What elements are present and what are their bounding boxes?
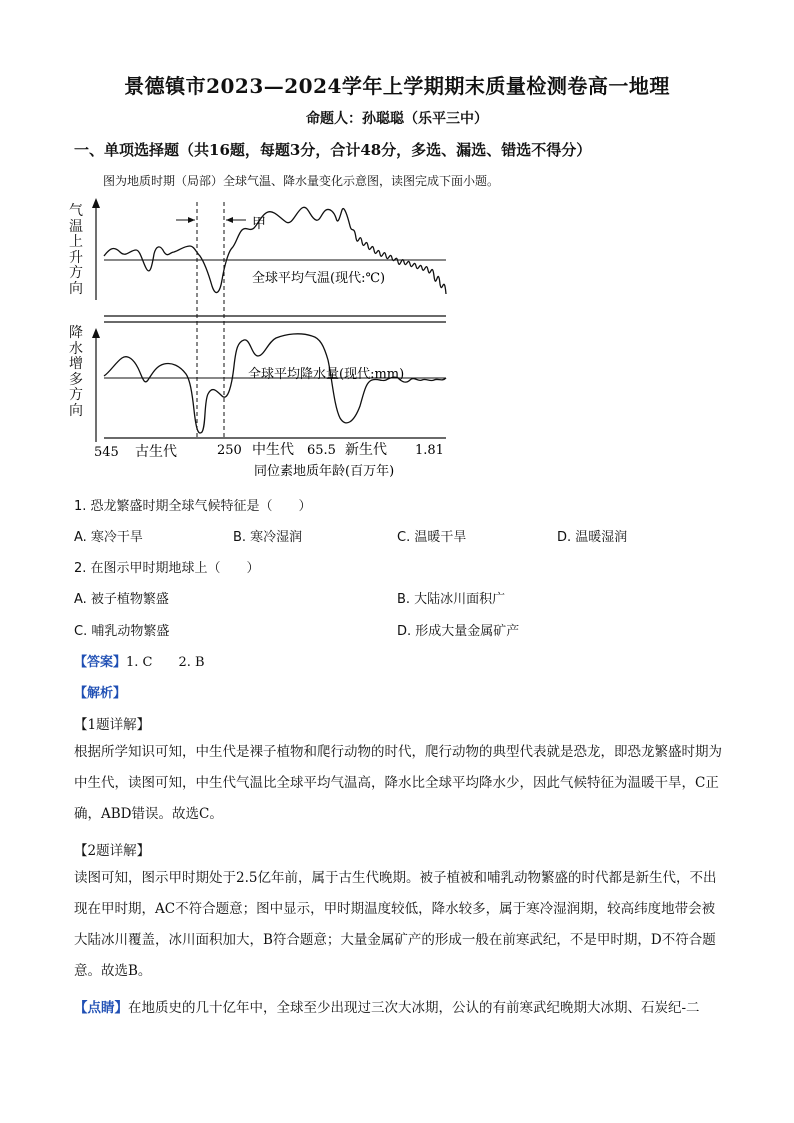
detail-2-label: 【2题详解】	[74, 843, 151, 859]
question-2-option-c[interactable]: C. 哺乳动物繁盛	[74, 624, 170, 639]
detail-1-label: 【1题详解】	[74, 717, 151, 733]
tip-paragraph	[74, 993, 722, 1024]
precip-axis-arrow	[92, 328, 100, 338]
era-label-mesozoic: 中生代	[252, 442, 294, 458]
question-1-option-c[interactable]: C. 温暖干旱	[397, 530, 467, 545]
section-heading: 一、单项选择题（共16题，每题3分，合计48分，多选、漏选、错选不得分）	[74, 141, 592, 159]
question-2-option-a[interactable]: A. 被子植物繁盛	[74, 592, 169, 607]
tip-text: 在地质史的几十亿年中，全球至少出现过三次大冰期，公认的有前寒武纪晚期大冰期、石炭纪-二	[128, 1000, 700, 1016]
tick-1-81: 1.81	[415, 443, 444, 458]
page-title: 景德镇市2023—2024学年上学期期末质量检测卷高一地理	[124, 74, 670, 98]
period-arrow-right-head	[226, 217, 233, 223]
period-marker-jia: 甲	[252, 216, 266, 232]
question-2-option-b[interactable]: B. 大陆冰川面积广	[397, 592, 506, 607]
figure-intro: 图为地质时期（局部）全球气温、降水量变化示意图，读图完成下面小题。	[103, 174, 500, 188]
climate-figure	[64, 196, 464, 486]
precip-line-label: 全球平均降水量(现代:mm)	[248, 367, 405, 382]
question-1-option-a[interactable]: A. 寒冷干旱	[74, 530, 143, 545]
question-2-option-d[interactable]: D. 形成大量金属矿产	[397, 624, 520, 639]
x-axis-label: 同位素地质年龄(百万年)	[254, 464, 395, 479]
precipitation-curve	[104, 334, 446, 433]
analysis-label: 【解析】	[74, 686, 127, 701]
tick-250: 250	[217, 443, 242, 458]
question-1-option-d[interactable]: D. 温暖湿润	[557, 530, 628, 545]
answer-text: 1. C 2. B	[126, 655, 205, 670]
temp-line-label: 全球平均气温(现代:℃)	[252, 271, 386, 286]
question-1-stem: 1. 恐龙繁盛时期全球气候特征是（ ）	[74, 499, 312, 514]
question-1-option-b[interactable]: B. 寒冷湿润	[233, 530, 303, 545]
period-arrow-left-head	[188, 217, 195, 223]
author-line: 命题人：孙聪聪（乐平三中）	[306, 111, 488, 127]
answer-label: 【答案】	[74, 655, 127, 670]
tick-545: 545	[94, 445, 119, 460]
tip-label: 【点睛】	[74, 1000, 128, 1016]
era-label-cenozoic: 新生代	[345, 442, 387, 458]
temp-axis-label: 气温上升方向	[69, 203, 83, 297]
precip-axis-label: 降水增多方向	[69, 325, 83, 419]
detail-1-text: 根据所学知识可知，中生代是裸子植物和爬行动物的时代，爬行动物的典型代表就是恐龙，即恐龙繁盛时期为中生代，读图可知，中生代气温比全球平均气温高，降水比全球平均降水少，因此气候特征为温暖干旱，C正确，ABD错误。故选C。	[74, 744, 722, 822]
question-2-stem: 2. 在图示甲时期地球上（ ）	[74, 561, 260, 576]
tick-65-5: 65.5	[307, 443, 336, 458]
temp-axis-arrow	[92, 198, 100, 208]
answer-line	[74, 651, 205, 670]
era-label-paleozoic: 古生代	[135, 444, 177, 460]
detail-2-text: 读图可知，图示甲时期处于2.5亿年前，属于古生代晚期。被子植被和哺乳动物繁盛的时代都是新生代，不出现在甲时期，AC不符合题意；图中显示，甲时期温度较低，降水较多，属于寒冷湿润期，较高纬度地带会被大陆冰川覆盖，冰川面积加大，B符合题意；大量金属矿产的形成一般在前寒武纪，不是甲时期，D不符合题意。故选B。	[74, 870, 717, 979]
